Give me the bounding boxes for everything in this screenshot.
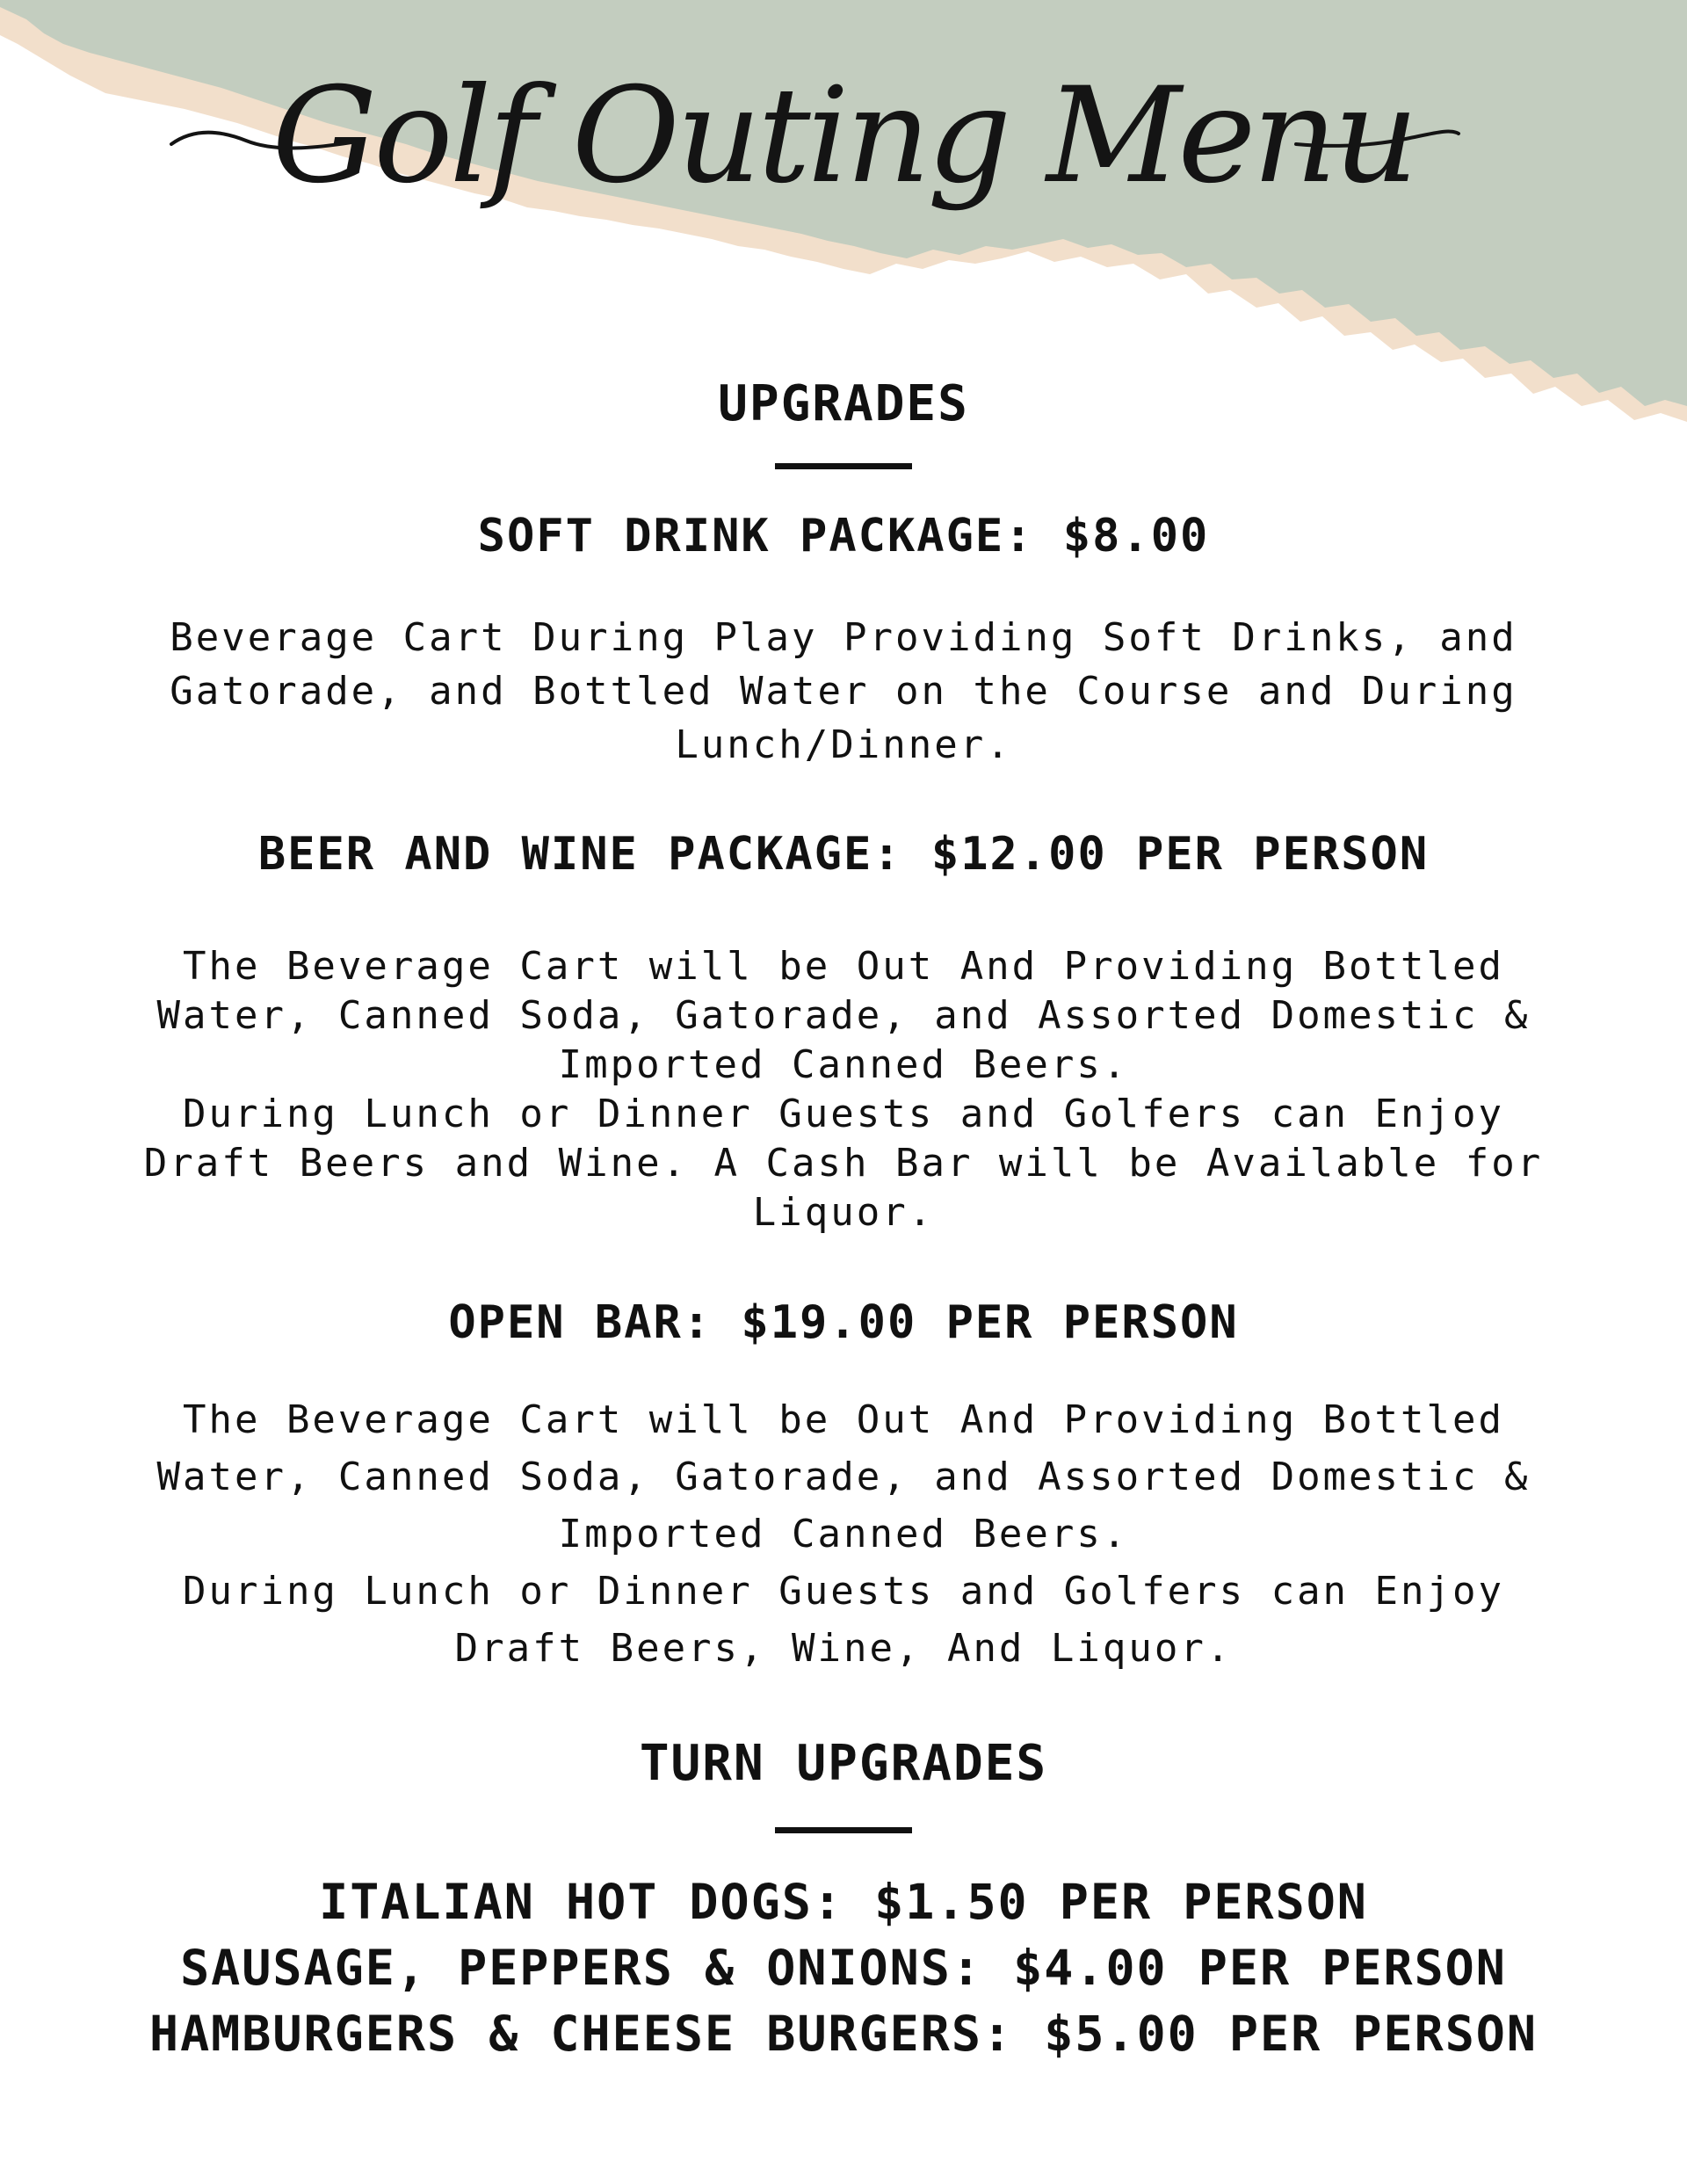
description-paragraph: During Lunch or Dinner Guests and Golfers can Enjoy Draft Beers and Wine. A Cash Bar will be Available for Liquor. [143,1092,1544,1235]
package-description-open-bar [141,1391,1546,1677]
turn-upgrades-heading: TURN UPGRADES [639,1735,1048,1792]
upgrades-divider [775,463,912,469]
package-title-beer-wine: BEER AND WINE PACKAGE: $12.00 PER PERSON [257,828,1430,881]
description-paragraph: Beverage Cart During Play Providing Soft Drinks, and Gatorade, and Bottled Water on the Course and During Lunch/Dinner. [170,615,1517,767]
description-paragraph: The Beverage Cart will be Out And Providing Bottled Water, Canned Soda, Gatorade, and Assorted Domestic & Imported Canned Beers. [156,944,1531,1087]
title-area [0,53,1687,281]
description-paragraph: The Beverage Cart will be Out And Providing Bottled Water, Canned Soda, Gatorade, and Assorted Domestic & Imported Canned Beers. [156,1397,1531,1556]
title-swash-right [1292,121,1467,156]
turn-item-sausage: SAUSAGE, PEPPERS & ONIONS: $4.00 PER PERSON [180,1940,1507,1996]
turn-upgrades-divider [775,1827,912,1833]
upgrades-heading: UPGRADES [718,375,969,432]
page-title: Golf Outing Menu [272,60,1415,213]
turn-item-hot-dogs: ITALIAN HOT DOGS: $1.50 PER PERSON [319,1874,1368,1930]
description-paragraph: During Lunch or Dinner Guests and Golfers can Enjoy Draft Beers, Wine, And Liquor. [182,1569,1504,1671]
package-title-open-bar: OPEN BAR: $19.00 PER PERSON [448,1296,1239,1349]
package-description-beer-wine [141,942,1546,1237]
package-description-soft-drink [141,611,1546,772]
turn-item-hamburgers: HAMBURGERS & CHEESE BURGERS: $5.00 PER PERSON [148,2006,1539,2062]
package-title-soft-drink: SOFT DRINK PACKAGE: $8.00 [477,510,1210,562]
